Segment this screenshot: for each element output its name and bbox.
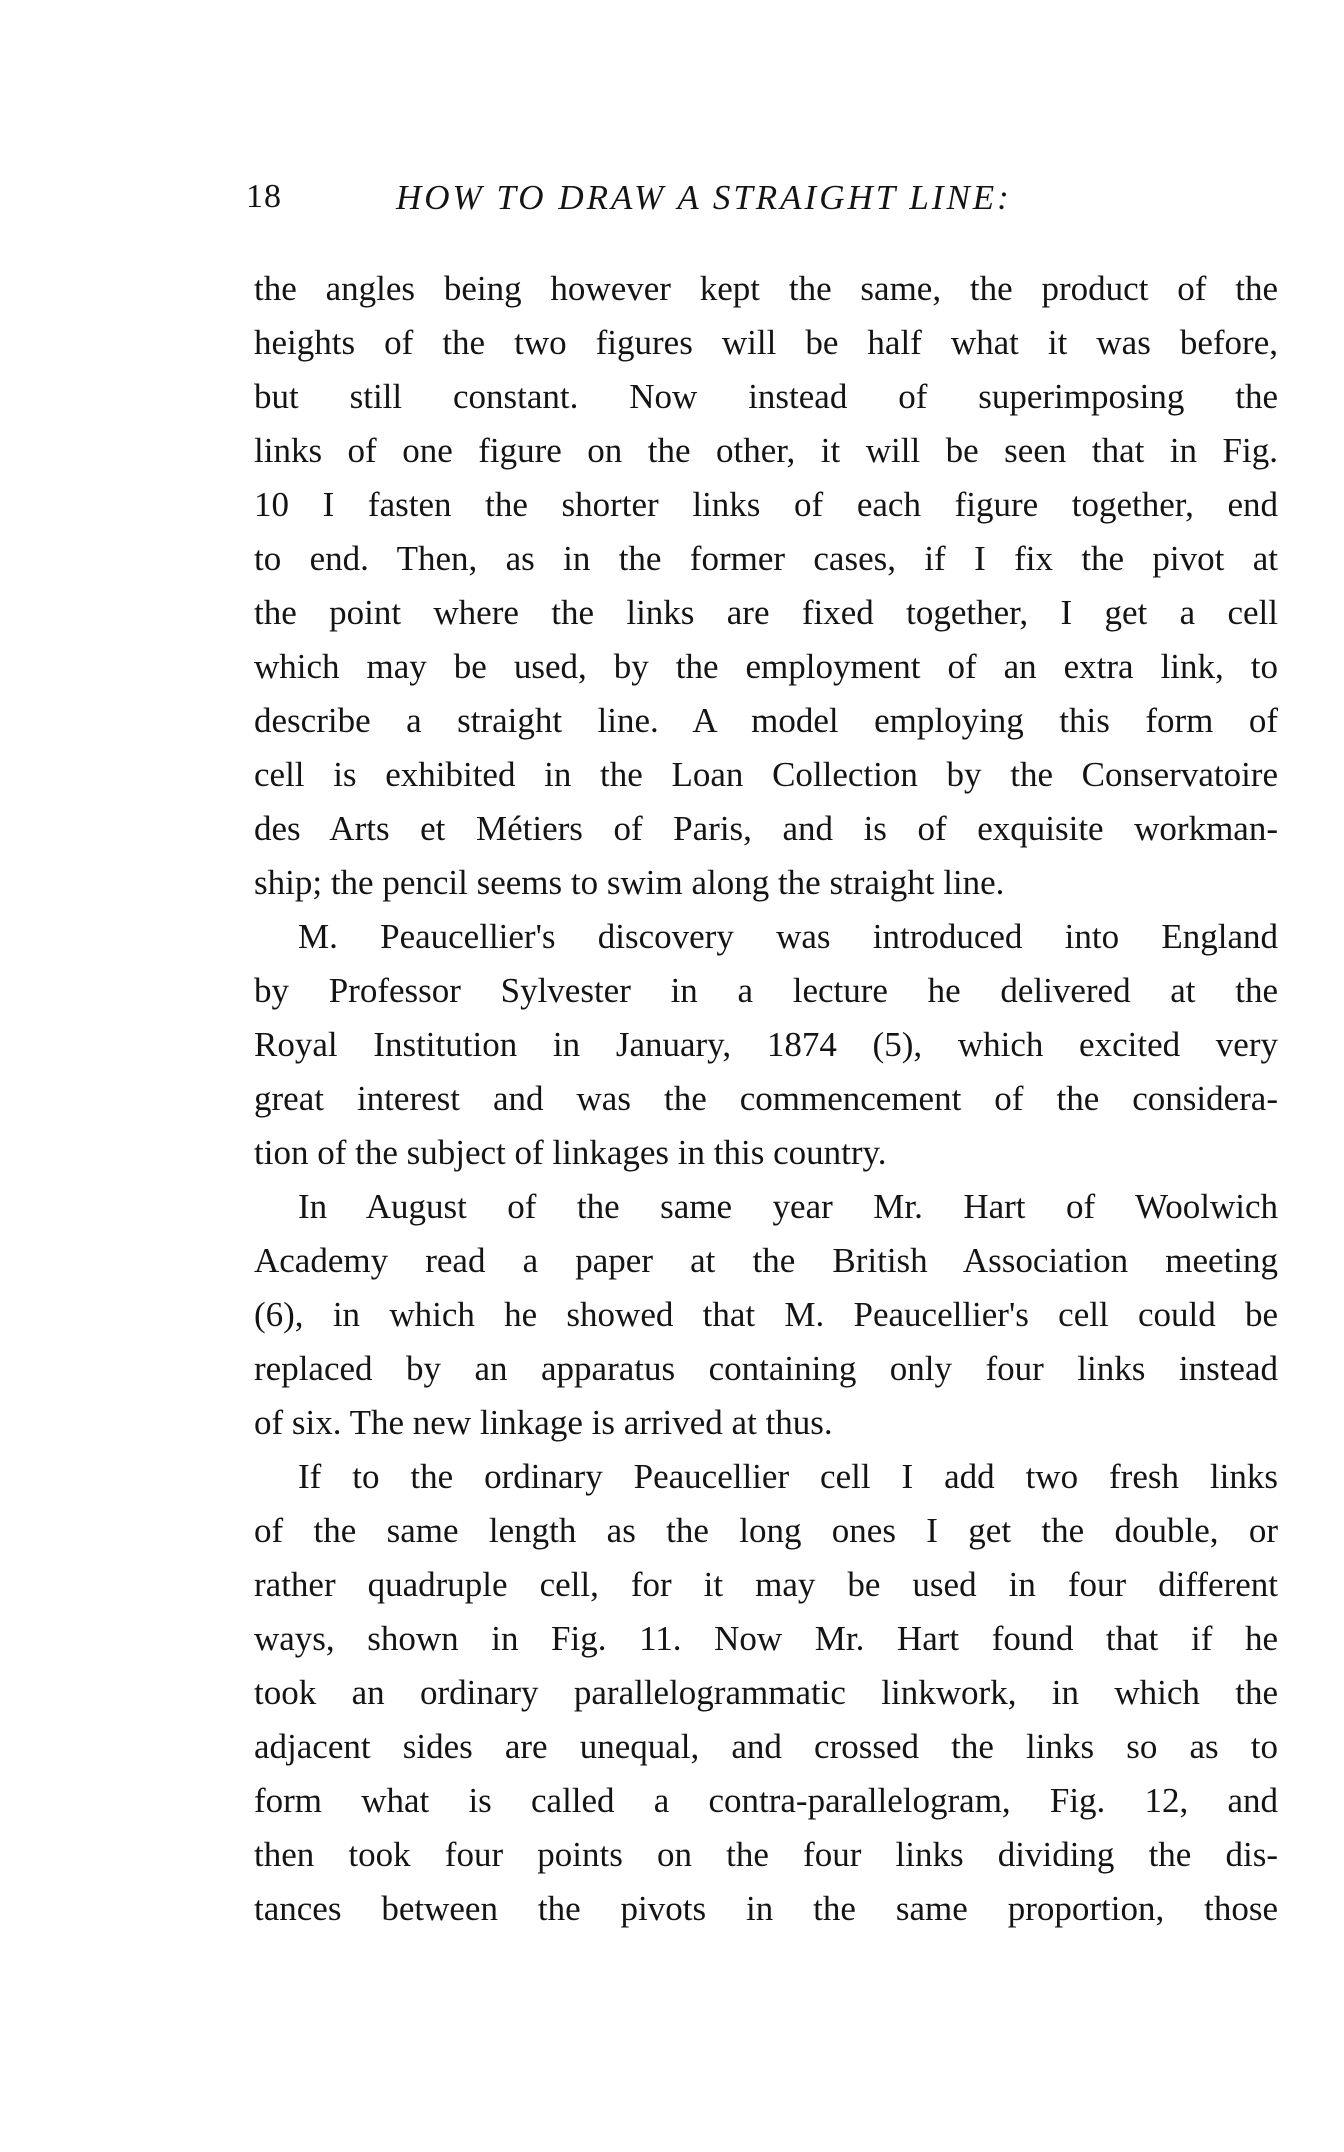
text-line: In August of the same year Mr. Hart of Woolwich: [298, 1187, 1278, 1226]
text-line: replaced by an apparatus containing only four links instead: [254, 1349, 1278, 1388]
page-number: 18: [246, 178, 282, 215]
text-line: of six. The new linkage is arrived at thus.: [254, 1403, 833, 1442]
text-line: of the same length as the long ones I get the double, or: [254, 1511, 1278, 1550]
text-line: which may be used, by the employment of an extra link, to: [254, 647, 1278, 686]
text-line: the angles being however kept the same, the product of the: [254, 269, 1278, 308]
text-line: great interest and was the commencement of the considera-: [254, 1079, 1278, 1118]
text-line: 10 I fasten the shorter links of each figure together, end: [254, 485, 1278, 524]
text-line: to end. Then, as in the former cases, if I fix the pivot at: [254, 539, 1278, 578]
text-line: took an ordinary parallelogrammatic linkwork, in which the: [254, 1673, 1278, 1712]
body-text: [254, 262, 1278, 1936]
running-head: [246, 178, 1276, 228]
running-title: HOW TO DRAW A STRAIGHT LINE:: [396, 178, 1012, 217]
text-line: then took four points on the four links dividing the dis-: [254, 1835, 1278, 1874]
text-line: des Arts et Métiers of Paris, and is of exquisite workman-: [254, 809, 1278, 848]
text-line: Royal Institution in January, 1874 (5), which excited very: [254, 1025, 1278, 1064]
text-line: (6), in which he showed that M. Peaucellier's cell could be: [254, 1295, 1278, 1334]
text-line: by Professor Sylvester in a lecture he delivered at the: [254, 971, 1278, 1010]
text-line: describe a straight line. A model employing this form of: [254, 701, 1278, 740]
text-line: heights of the two figures will be half what it was before,: [254, 323, 1278, 362]
text-line: tances between the pivots in the same proportion, those: [254, 1889, 1278, 1928]
text-line: ship; the pencil seems to swim along the straight line.: [254, 863, 1005, 902]
text-line: Academy read a paper at the British Association meeting: [254, 1241, 1278, 1280]
text-line: cell is exhibited in the Loan Collection by the Conservatoire: [254, 755, 1278, 794]
text-line: adjacent sides are unequal, and crossed the links so as to: [254, 1727, 1278, 1766]
text-line: the point where the links are fixed together, I get a cell: [254, 593, 1278, 632]
text-line: but still constant. Now instead of superimposing the: [254, 377, 1278, 416]
text-line: If to the ordinary Peaucellier cell I add two fresh links: [298, 1457, 1278, 1496]
text-line: links of one figure on the other, it will be seen that in Fig.: [254, 431, 1278, 470]
text-line: form what is called a contra-parallelogram, Fig. 12, and: [254, 1781, 1278, 1820]
text-line: tion of the subject of linkages in this country.: [254, 1133, 887, 1172]
text-line: M. Peaucellier's discovery was introduced into England: [298, 917, 1278, 956]
text-line: rather quadruple cell, for it may be used in four different: [254, 1565, 1278, 1604]
text-line: ways, shown in Fig. 11. Now Mr. Hart found that if he: [254, 1619, 1278, 1658]
